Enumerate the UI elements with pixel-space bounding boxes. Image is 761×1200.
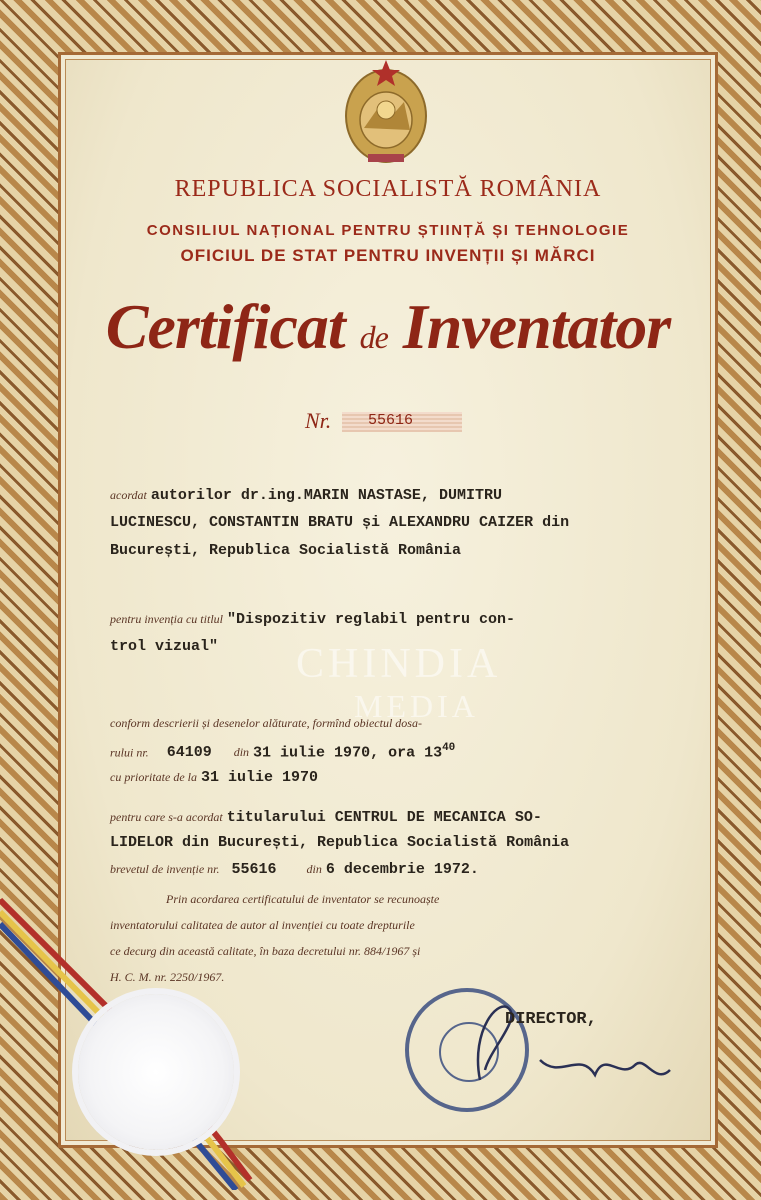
council-name: CONSILIUL NAȚIONAL PENTRU ȘTIINȚĂ ȘI TEHNOLOGIE <box>146 222 630 239</box>
authors-line-2: LUCINESCU, CONSTANTIN BRATU și ALEXANDRU CAIZER din <box>110 514 570 531</box>
office-name: OFICIUL DE STAT PENTRU INVENȚII ȘI MĂRCI <box>180 246 596 265</box>
priority-line <box>110 768 318 786</box>
embossed-seal <box>78 994 234 1150</box>
number-label: Nr. <box>305 408 332 433</box>
title-word-1: Certificat <box>105 291 345 362</box>
legal-line-4: H. C. M. nr. 2250/1967. <box>110 970 225 984</box>
invention-line-1 <box>110 610 515 628</box>
watermark-brand: CHINDIA <box>296 641 502 687</box>
dossier-line-1: conform descrierii și desenelor alăturate, formînd obiectul dosa- <box>110 716 422 730</box>
priority-prefix: cu prioritate de la <box>110 770 197 784</box>
invention-line-2: trol vizual" <box>110 638 219 655</box>
invention-prefix: pentru invenția cu titlul <box>110 612 223 626</box>
title-word-2: de <box>359 319 388 355</box>
patent-from: din <box>306 862 322 876</box>
dossier-prefix: rului nr. <box>110 745 149 760</box>
dossier-date: 31 iulie 1970, ora 13 <box>253 744 443 762</box>
authors-prefix: acordat <box>110 488 147 502</box>
title-word-3: Inventator <box>402 291 671 362</box>
invention-title-1: "Dispozitiv reglabil pentru con- <box>226 611 516 628</box>
certificate-title <box>66 290 710 364</box>
legal-line-1: Prin acordarea certificatului de inventator se recunoaște <box>166 892 440 906</box>
watermark <box>218 640 558 760</box>
director-signature <box>430 990 690 1100</box>
holder-prefix: pentru care s-a acordat <box>110 810 223 824</box>
authors-text-1: autorilor dr.ing.MARIN NASTASE, DUMITRU <box>150 487 502 504</box>
patent-number: 55616 <box>231 861 277 878</box>
country-name: REPUBLICA SOCIALISTĂ ROMÂNIA <box>174 176 602 202</box>
watermark-sub: MEDIA <box>354 688 479 724</box>
director-title: DIRECTOR, <box>505 1010 597 1029</box>
dossier-from: din <box>233 745 250 760</box>
holder-line-1 <box>110 808 542 826</box>
dossier-hour-sup: 40 <box>442 742 456 754</box>
state-emblem-icon <box>338 58 434 166</box>
authors-line-3: București, Republica Socialistă România <box>110 542 462 559</box>
certificate-number: 55616 <box>342 412 462 432</box>
patent-date: 6 decembrie 1972. <box>325 861 479 878</box>
holder-text-1: titularului CENTRUL DE MECANICA SO- <box>226 809 542 826</box>
legal-line-2: inventatorului calitatea de autor al invenției cu toate drepturile <box>110 918 415 932</box>
patent-line <box>110 860 479 878</box>
patent-prefix: brevetul de invenție nr. <box>110 862 220 876</box>
priority-date: 31 iulie 1970 <box>201 769 319 786</box>
legal-line-3: ce decurg din această calitate, în baza decretului nr. 884/1967 și <box>110 944 421 958</box>
dossier-number: 64109 <box>166 744 212 762</box>
holder-line-2: LIDELOR din București, Republica Socialistă România <box>110 834 570 851</box>
authors-line-1 <box>110 486 502 504</box>
